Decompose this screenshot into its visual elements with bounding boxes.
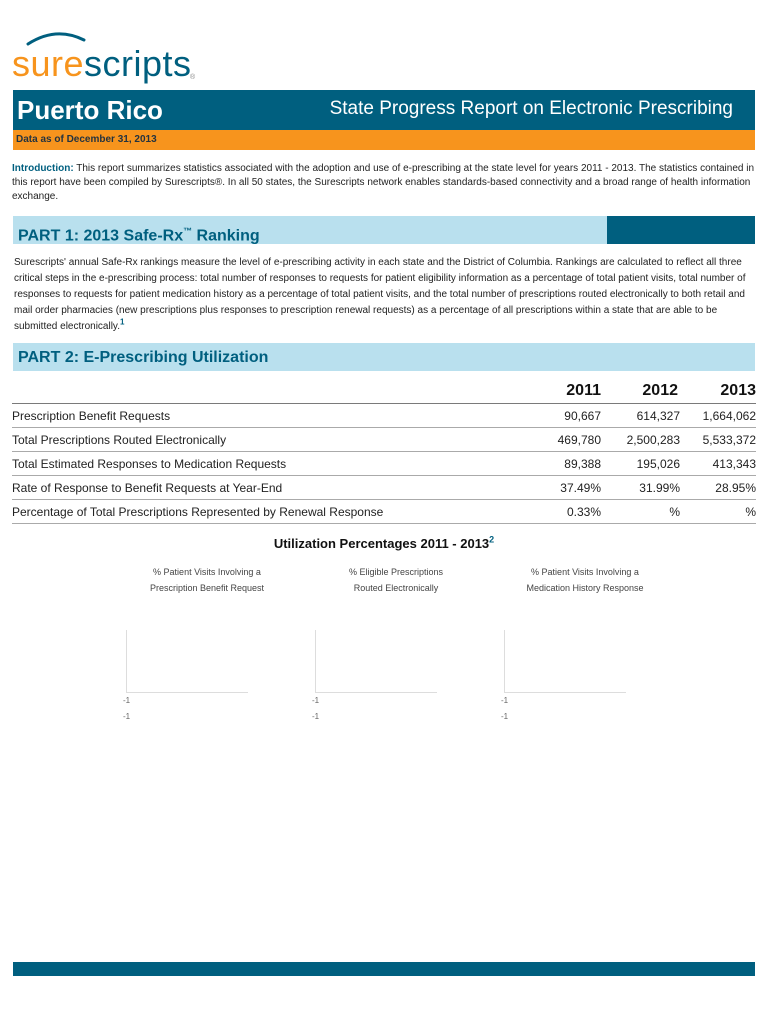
y-axis: [504, 630, 505, 692]
tick-label: -1: [312, 696, 320, 705]
cell-2011: 90,667: [564, 409, 601, 423]
cell-2013: %: [745, 505, 756, 519]
chart-routed-electronically: [301, 564, 491, 721]
cell-2013: 5,533,372: [702, 433, 756, 447]
logo-trademark: ®: [190, 74, 196, 81]
chart-axes: [112, 596, 302, 721]
cell-2012: 195,026: [636, 457, 680, 471]
chart-benefit-request: [112, 564, 302, 721]
year-2011: 2011: [566, 382, 601, 399]
row-label: Total Estimated Responses to Medication Requests: [12, 457, 287, 471]
table-row: [12, 404, 756, 428]
tick-label: -1: [501, 712, 509, 721]
x-axis: [504, 692, 626, 693]
cell-2011: 37.49%: [560, 481, 601, 495]
chart-title: % Patient Visits Involving a Medication History Response: [526, 567, 644, 593]
row-label: Percentage of Total Prescriptions Represented by Renewal Response: [12, 505, 384, 519]
part1-header: [13, 216, 755, 244]
table-header: [12, 378, 756, 404]
cell-2012: 31.99%: [639, 481, 680, 495]
table-row: [12, 500, 756, 524]
footer-bar: [13, 962, 755, 976]
cell-2012: 614,327: [636, 409, 680, 423]
chart-axes: [301, 596, 491, 721]
utilization-title: Utilization Percentages 2011 - 2013$^2$: [273, 534, 495, 551]
chart-title: % Patient Visits Involving a Prescription Benefit Request: [149, 567, 265, 593]
cell-2011: 0.33%: [566, 505, 601, 519]
y-axis: [315, 630, 316, 692]
footnote-1-link[interactable]: 1: [119, 317, 125, 327]
part1-body: [14, 255, 756, 335]
year-2013: 2013: [720, 382, 756, 399]
footnote-2-link[interactable]: 2: [489, 534, 495, 545]
cell-2013: 28.95%: [715, 481, 756, 495]
part2-title: PART 2: E-Prescribing Utilization: [18, 349, 269, 366]
cell-2011: 469,780: [557, 433, 601, 447]
chart-medication-history: [490, 564, 680, 721]
part2-header: [13, 343, 755, 371]
introduction-label: Introduction:: [12, 163, 74, 174]
chart-title: % Eligible Prescriptions Routed Electronically: [348, 567, 444, 593]
introduction: [12, 162, 756, 204]
cell-2013: 413,343: [712, 457, 756, 471]
tick-label: -1: [501, 696, 509, 705]
part1-text: Surescripts' annual Safe-Rx rankings measure the level of e-prescribing activity in each state and the District of Columbia. Rankings are calculated to reflect all three critical steps in the e-prescribing process: total number of responses to requests for patient eligibility information as a percentage of total patient visits, total number of responses to requests for patient medication history as a percentage of total patient visits, and the total number of prescriptions routed electronically to both retail and mail order pharmacies (new prescriptions plus responses to prescription renewal requests) as a percentage of all prescriptions within a state that are able to be submitted electronically.: [14, 257, 746, 332]
table-row: [12, 452, 756, 476]
title-bar: [13, 90, 755, 130]
x-axis: [126, 692, 248, 693]
state-name: Puerto Rico: [17, 95, 163, 125]
x-axis: [315, 692, 437, 693]
part1-accent: [607, 216, 755, 244]
y-axis: [126, 630, 127, 692]
row-label: Rate of Response to Benefit Requests at Year-End: [12, 481, 283, 495]
logo-wordmark: surescripts: [12, 43, 192, 84]
row-label: Prescription Benefit Requests: [12, 409, 171, 423]
table-row: [12, 428, 756, 452]
report-title: State Progress Report on Electronic Prescribing: [329, 98, 733, 119]
cell-2013: 1,664,062: [702, 409, 756, 423]
tick-label: -1: [312, 712, 320, 721]
date-bar: [13, 130, 755, 150]
part1-tm: ™: [183, 226, 193, 236]
year-2012: 2012: [642, 382, 678, 399]
surescripts-logo: [12, 30, 202, 86]
utilization-table: [12, 378, 756, 524]
data-date: Data as of December 31, 2013: [16, 134, 157, 145]
tick-label: -1: [123, 712, 131, 721]
tick-label: -1: [123, 696, 131, 705]
cell-2012: %: [669, 505, 680, 519]
table-row: [12, 476, 756, 500]
row-label: Total Prescriptions Routed Electronically: [12, 433, 227, 447]
chart-axes: [490, 596, 680, 721]
cell-2012: 2,500,283: [626, 433, 680, 447]
cell-2011: 89,388: [564, 457, 601, 471]
part1-title: PART 1: 2013 Safe-Rx™ Ranking: [18, 226, 260, 245]
introduction-text: This report summarizes statistics associated with the adoption and use of e-prescribing at the state level for years 2011 - 2013. The statistics contained in this report have been compiled by Surescripts®. In all 50 states, the Surescripts network enables standards-based connectivity and a broad range of health information exchange.: [12, 163, 755, 202]
